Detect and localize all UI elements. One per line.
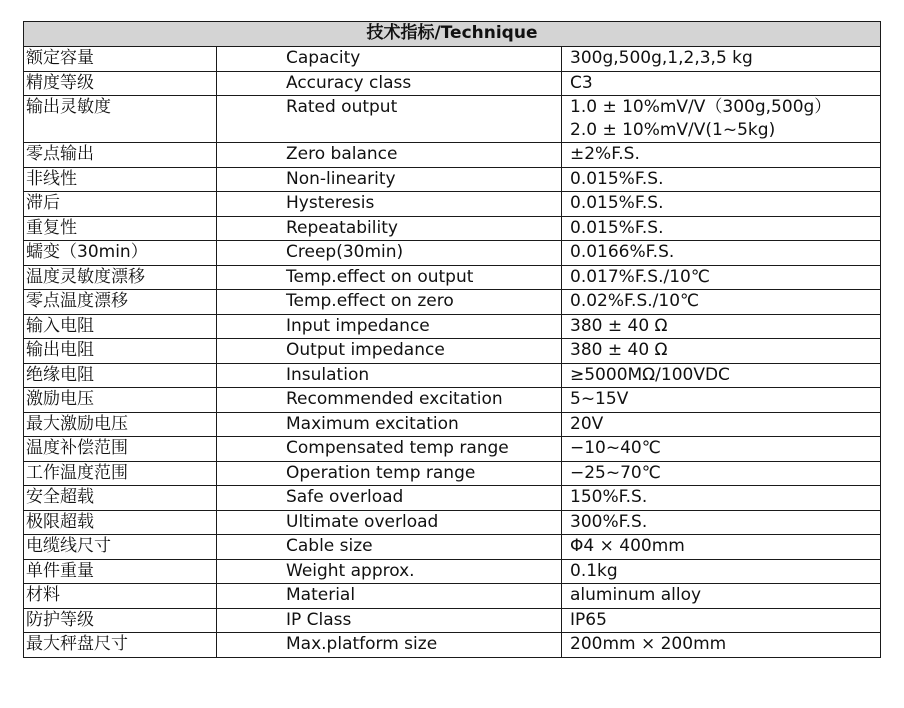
spec-name-zh: 额定容量 <box>24 47 217 72</box>
spec-value-line: 0.015%F.S. <box>570 217 664 238</box>
spec-value-line: 300%F.S. <box>570 511 648 532</box>
spec-value <box>562 192 881 217</box>
table-row <box>24 339 881 364</box>
table-row <box>24 437 881 462</box>
spec-name-en: IP Class <box>217 608 562 633</box>
spec-value-line: 0.015%F.S. <box>570 193 664 213</box>
spec-name-en: Weight approx. <box>217 559 562 584</box>
spec-name-en: Rated output <box>217 96 562 143</box>
spec-name-en: Safe overload <box>217 486 562 511</box>
table-row <box>24 412 881 437</box>
spec-value <box>562 167 881 192</box>
spec-name-en: Compensated temp range <box>217 437 562 462</box>
spec-name-zh: 最大秤盘尺寸 <box>24 633 217 658</box>
spec-value <box>562 216 881 241</box>
spec-name-en: Non-linearity <box>217 167 562 192</box>
spec-value <box>562 486 881 511</box>
spec-name-zh: 精度等级 <box>24 71 217 96</box>
spec-name-en: Zero balance <box>217 143 562 168</box>
spec-name-en: Output impedance <box>217 339 562 364</box>
spec-value <box>562 363 881 388</box>
spec-name-en: Recommended excitation <box>217 388 562 413</box>
table-row <box>24 192 881 217</box>
spec-value <box>562 71 881 96</box>
spec-value-line: 5~15V <box>570 389 629 409</box>
spec-value-line: C3 <box>570 72 593 93</box>
spec-name-en: Ultimate overload <box>217 510 562 535</box>
spec-table <box>23 21 881 658</box>
table-row <box>24 71 881 96</box>
spec-name-en: Input impedance <box>217 314 562 339</box>
spec-value <box>562 388 881 413</box>
spec-value-line: ≥5000MΩ/100VDC <box>570 364 730 385</box>
spec-value-line: 0.017%F.S./10℃ <box>570 266 710 287</box>
spec-value-line: IP65 <box>570 609 607 630</box>
table-row <box>24 559 881 584</box>
table-row <box>24 633 881 658</box>
table-row <box>24 608 881 633</box>
spec-name-zh: 输入电阻 <box>24 314 217 339</box>
table-row <box>24 241 881 266</box>
spec-value-line: 2.0 ± 10%mV/V(1~5kg) <box>570 120 776 140</box>
spec-name-zh: 非线性 <box>24 167 217 192</box>
table-row <box>24 510 881 535</box>
spec-name-zh: 零点温度漂移 <box>24 290 217 315</box>
table-row <box>24 265 881 290</box>
spec-name-zh: 输出灵敏度 <box>24 96 217 143</box>
table-row <box>24 143 881 168</box>
table-title: 技术指标/Technique <box>24 22 881 47</box>
spec-value <box>562 535 881 560</box>
spec-value-line: 380 ± 40 Ω <box>570 315 668 336</box>
spec-value <box>562 265 881 290</box>
spec-name-zh: 滞后 <box>24 192 217 217</box>
table-row <box>24 363 881 388</box>
spec-value-line: aluminum alloy <box>570 585 702 605</box>
spec-name-en: Creep(30min) <box>217 241 562 266</box>
spec-value <box>562 143 881 168</box>
spec-name-en: Max.platform size <box>217 633 562 658</box>
spec-value-line: 0.015%F.S. <box>570 168 664 189</box>
spec-name-zh: 重复性 <box>24 216 217 241</box>
spec-value <box>562 47 881 72</box>
table-row <box>24 314 881 339</box>
spec-value <box>562 290 881 315</box>
spec-value <box>562 437 881 462</box>
spec-value-line: 150%F.S. <box>570 487 648 507</box>
spec-name-zh: 温度灵敏度漂移 <box>24 265 217 290</box>
spec-value <box>562 633 881 658</box>
spec-value <box>562 412 881 437</box>
spec-value <box>562 241 881 266</box>
spec-name-zh: 极限超载 <box>24 510 217 535</box>
table-row <box>24 167 881 192</box>
spec-name-en: Temp.effect on zero <box>217 290 562 315</box>
table-row <box>24 461 881 486</box>
spec-name-en: Capacity <box>217 47 562 72</box>
table-row <box>24 290 881 315</box>
spec-value <box>562 314 881 339</box>
spec-value-line: −25~70℃ <box>570 462 661 483</box>
spec-value <box>562 339 881 364</box>
spec-value-line: 0.0166%F.S. <box>570 242 675 262</box>
spec-name-zh: 绝缘电阻 <box>24 363 217 388</box>
spec-value-line: 20V <box>570 413 604 434</box>
spec-name-en: Cable size <box>217 535 562 560</box>
spec-name-en: Accuracy class <box>217 71 562 96</box>
spec-name-zh: 单件重量 <box>24 559 217 584</box>
spec-value-line: 0.02%F.S./10℃ <box>570 291 700 311</box>
spec-value <box>562 510 881 535</box>
spec-name-zh: 输出电阻 <box>24 339 217 364</box>
spec-name-zh: 零点输出 <box>24 143 217 168</box>
table-header-row <box>24 22 881 47</box>
spec-name-zh: 材料 <box>24 584 217 609</box>
spec-value <box>562 559 881 584</box>
spec-value <box>562 584 881 609</box>
spec-value-line: 0.1kg <box>570 560 618 581</box>
table-row <box>24 584 881 609</box>
spec-value-line: 300g,500g,1,2,3,5 kg <box>570 48 753 68</box>
spec-value-line: 380 ± 40 Ω <box>570 340 668 360</box>
spec-name-zh: 工作温度范围 <box>24 461 217 486</box>
spec-name-en: Temp.effect on output <box>217 265 562 290</box>
spec-value-line: Φ4 × 400mm <box>570 536 685 556</box>
spec-value <box>562 461 881 486</box>
spec-value <box>562 96 881 143</box>
spec-name-en: Repeatability <box>217 216 562 241</box>
table-row <box>24 47 881 72</box>
spec-name-zh: 蠕变（30min） <box>24 241 217 266</box>
spec-name-en: Hysteresis <box>217 192 562 217</box>
spec-table-body <box>24 47 881 658</box>
spec-name-en: Operation temp range <box>217 461 562 486</box>
spec-name-en: Insulation <box>217 363 562 388</box>
spec-value-line: ±2%F.S. <box>570 144 640 164</box>
spec-name-zh: 温度补偿范围 <box>24 437 217 462</box>
table-row <box>24 486 881 511</box>
spec-value <box>562 608 881 633</box>
spec-name-zh: 安全超载 <box>24 486 217 511</box>
spec-name-en: Maximum excitation <box>217 412 562 437</box>
spec-name-zh: 电缆线尺寸 <box>24 535 217 560</box>
table-row <box>24 535 881 560</box>
spec-value-line: 1.0 ± 10%mV/V（300g,500g） <box>570 97 832 117</box>
spec-name-zh: 激励电压 <box>24 388 217 413</box>
spec-name-en: Material <box>217 584 562 609</box>
table-row <box>24 216 881 241</box>
spec-value-line: −10~40℃ <box>570 438 661 458</box>
spec-name-zh: 防护等级 <box>24 608 217 633</box>
spec-value-line: 200mm × 200mm <box>570 634 727 654</box>
table-row <box>24 96 881 143</box>
table-row <box>24 388 881 413</box>
spec-name-zh: 最大激励电压 <box>24 412 217 437</box>
